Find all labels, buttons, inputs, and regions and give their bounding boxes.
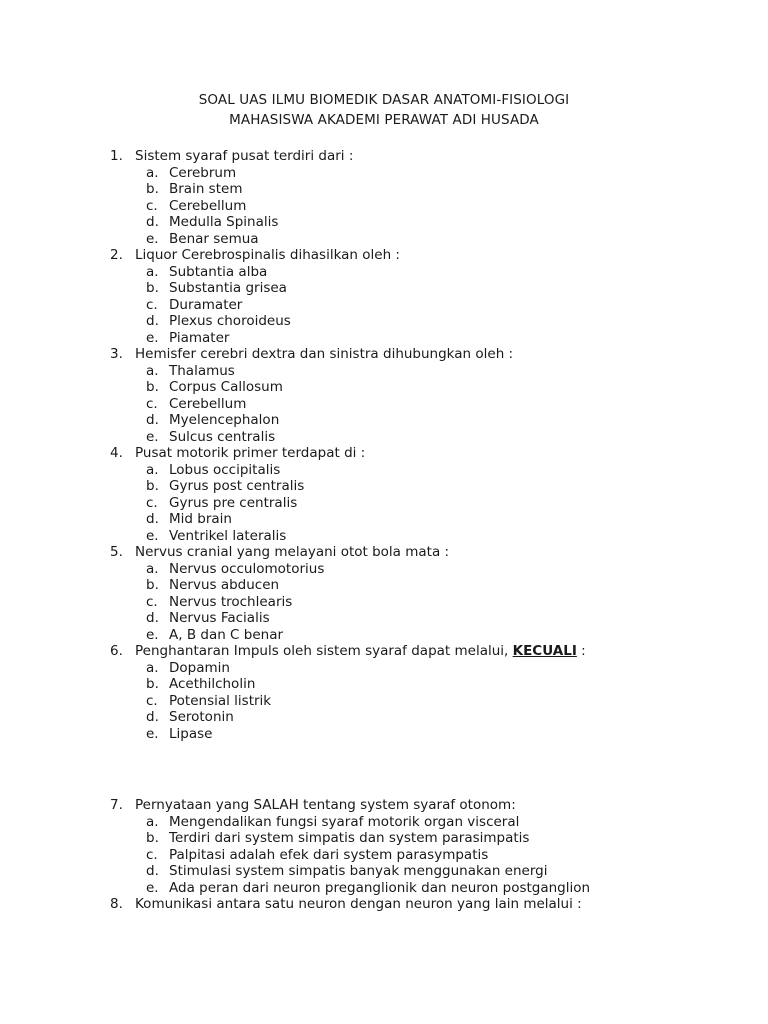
option-3e	[0, 429, 768, 446]
option-text: Nervus occulomotorius	[169, 560, 325, 577]
question-7	[0, 797, 768, 814]
option-1b	[0, 181, 768, 198]
option-letter: b.	[146, 478, 159, 494]
document-title-line1: SOAL UAS ILMU BIOMEDIK DASAR ANATOMI-FISIOLOGI	[198, 92, 570, 108]
option-letter: e.	[146, 428, 159, 445]
option-2a	[0, 264, 768, 281]
option-letter: b.	[146, 181, 159, 197]
option-letter: a.	[146, 659, 159, 676]
option-3b	[0, 379, 768, 396]
option-letter: b.	[146, 577, 159, 593]
option-letter: c.	[146, 395, 158, 412]
option-5d	[0, 610, 768, 627]
option-6b	[0, 676, 768, 693]
question-number: 5.	[110, 544, 123, 560]
option-letter: c.	[146, 692, 158, 709]
option-5c	[0, 594, 768, 611]
question-text: Pusat motorik primer terdapat di :	[135, 445, 366, 461]
option-letter: e.	[146, 626, 159, 643]
option-letter: e.	[146, 527, 159, 544]
option-text: Brain stem	[169, 181, 243, 197]
option-letter: c.	[146, 296, 158, 313]
question-text	[135, 643, 586, 660]
question-number: 3.	[110, 346, 123, 362]
option-letter: c.	[146, 593, 158, 610]
option-4e	[0, 528, 768, 545]
question-3	[0, 346, 768, 363]
option-letter: b.	[146, 830, 159, 846]
option-text: Substantia grisea	[169, 280, 287, 296]
option-4c	[0, 495, 768, 512]
option-text: Ada peran dari neuron preganglionik dan neuron postganglion	[169, 879, 591, 896]
question-2	[0, 247, 768, 264]
option-text: Subtantia alba	[169, 263, 268, 280]
question-list	[0, 148, 768, 913]
option-1e	[0, 231, 768, 248]
option-letter: a.	[146, 813, 159, 830]
option-text: Palpitasi adalah efek dari system parasympatis	[169, 846, 489, 863]
option-4b	[0, 478, 768, 495]
option-letter: d.	[146, 610, 159, 626]
option-1a	[0, 165, 768, 182]
option-letter: b.	[146, 280, 159, 296]
question-text-main: Penghantaran Impuls oleh sistem syaraf dapat melalui,	[135, 643, 509, 659]
option-text: Lipase	[169, 725, 213, 742]
blank-gap	[0, 742, 768, 797]
option-letter: a.	[146, 263, 159, 280]
option-text: Thalamus	[169, 362, 235, 379]
option-3d	[0, 412, 768, 429]
question-number: 1.	[110, 148, 123, 164]
option-text: Mengendalikan fungsi syaraf motorik organ visceral	[169, 813, 520, 830]
option-letter: d.	[146, 863, 159, 879]
question-suffix: :	[581, 643, 586, 659]
option-letter: e.	[146, 879, 159, 896]
option-text: Gyrus post centralis	[169, 478, 305, 494]
option-text: Duramater	[169, 296, 243, 313]
option-text: Plexus choroideus	[169, 313, 291, 329]
option-letter: e.	[146, 230, 159, 247]
question-6	[0, 643, 768, 660]
option-text: Serotonin	[169, 709, 234, 725]
option-5b	[0, 577, 768, 594]
option-5e	[0, 627, 768, 644]
option-6e	[0, 726, 768, 743]
question-number: 8.	[110, 896, 123, 912]
question-text: Komunikasi antara satu neuron dengan neuron yang lain melalui :	[135, 896, 582, 912]
option-text: Benar semua	[169, 230, 259, 247]
option-letter: e.	[146, 725, 159, 742]
option-6c	[0, 693, 768, 710]
option-letter: d.	[146, 709, 159, 725]
option-text: Nervus abducen	[169, 577, 280, 593]
option-4a	[0, 462, 768, 479]
option-text: Mid brain	[169, 511, 232, 527]
option-text: Cerebrum	[169, 164, 237, 181]
option-text: Cerebellum	[169, 197, 247, 214]
option-2b	[0, 280, 768, 297]
option-7b	[0, 830, 768, 847]
option-letter: a.	[146, 461, 159, 478]
option-letter: c.	[146, 494, 158, 511]
document-title-line2: MAHASISWA AKADEMI PERAWAT ADI HUSADA	[229, 112, 539, 128]
option-letter: e.	[146, 329, 159, 346]
question-number: 2.	[110, 247, 123, 263]
option-2e	[0, 330, 768, 347]
question-4	[0, 445, 768, 462]
question-5	[0, 544, 768, 561]
option-6a	[0, 660, 768, 677]
option-text: Medulla Spinalis	[169, 214, 279, 230]
option-text: Potensial listrik	[169, 692, 272, 709]
option-text: Nervus Facialis	[169, 610, 270, 626]
option-letter: b.	[146, 676, 159, 692]
question-emphasis: KECUALI	[512, 643, 577, 659]
option-text: Corpus Callosum	[169, 379, 283, 395]
option-text: Dopamin	[169, 659, 230, 676]
option-letter: b.	[146, 379, 159, 395]
option-letter: c.	[146, 846, 158, 863]
option-text: Myelencephalon	[169, 412, 280, 428]
option-4d	[0, 511, 768, 528]
option-3a	[0, 363, 768, 380]
option-text: Acethilcholin	[169, 676, 256, 692]
option-text: Stimulasi system simpatis banyak menggunakan energi	[169, 863, 548, 879]
option-letter: d.	[146, 214, 159, 230]
option-7c	[0, 847, 768, 864]
option-letter: c.	[146, 197, 158, 214]
option-text: Sulcus centralis	[169, 428, 276, 445]
question-number: 7.	[110, 797, 123, 813]
option-letter: d.	[146, 412, 159, 428]
option-letter: d.	[146, 313, 159, 329]
option-text: Nervus trochlearis	[169, 593, 293, 610]
question-text: Pernyataan yang SALAH tentang system syaraf otonom:	[135, 797, 516, 813]
option-text: Piamater	[169, 329, 230, 346]
option-2c	[0, 297, 768, 314]
option-6d	[0, 709, 768, 726]
option-1d	[0, 214, 768, 231]
option-text: Terdiri dari system simpatis dan system parasimpatis	[169, 830, 530, 846]
question-text: Hemisfer cerebri dextra dan sinistra dihubungkan oleh :	[135, 346, 514, 362]
option-1c	[0, 198, 768, 215]
option-letter: d.	[146, 511, 159, 527]
option-3c	[0, 396, 768, 413]
option-2d	[0, 313, 768, 330]
option-letter: a.	[146, 362, 159, 379]
question-text: Liquor Cerebrospinalis dihasilkan oleh :	[135, 247, 400, 263]
option-7d	[0, 863, 768, 880]
option-text: Ventrikel lateralis	[169, 527, 287, 544]
question-number: 4.	[110, 445, 123, 461]
option-text: Gyrus pre centralis	[169, 494, 298, 511]
option-letter: a.	[146, 164, 159, 181]
question-text: Sistem syaraf pusat terdiri dari :	[135, 148, 354, 164]
option-5a	[0, 561, 768, 578]
question-number: 6.	[110, 643, 123, 659]
option-7e	[0, 880, 768, 897]
question-text: Nervus cranial yang melayani otot bola mata :	[135, 544, 450, 560]
option-letter: a.	[146, 560, 159, 577]
option-text: A, B dan C benar	[169, 626, 284, 643]
question-1	[0, 148, 768, 165]
option-text: Cerebellum	[169, 395, 247, 412]
option-7a	[0, 814, 768, 831]
question-8	[0, 896, 768, 913]
option-text: Lobus occipitalis	[169, 461, 281, 478]
